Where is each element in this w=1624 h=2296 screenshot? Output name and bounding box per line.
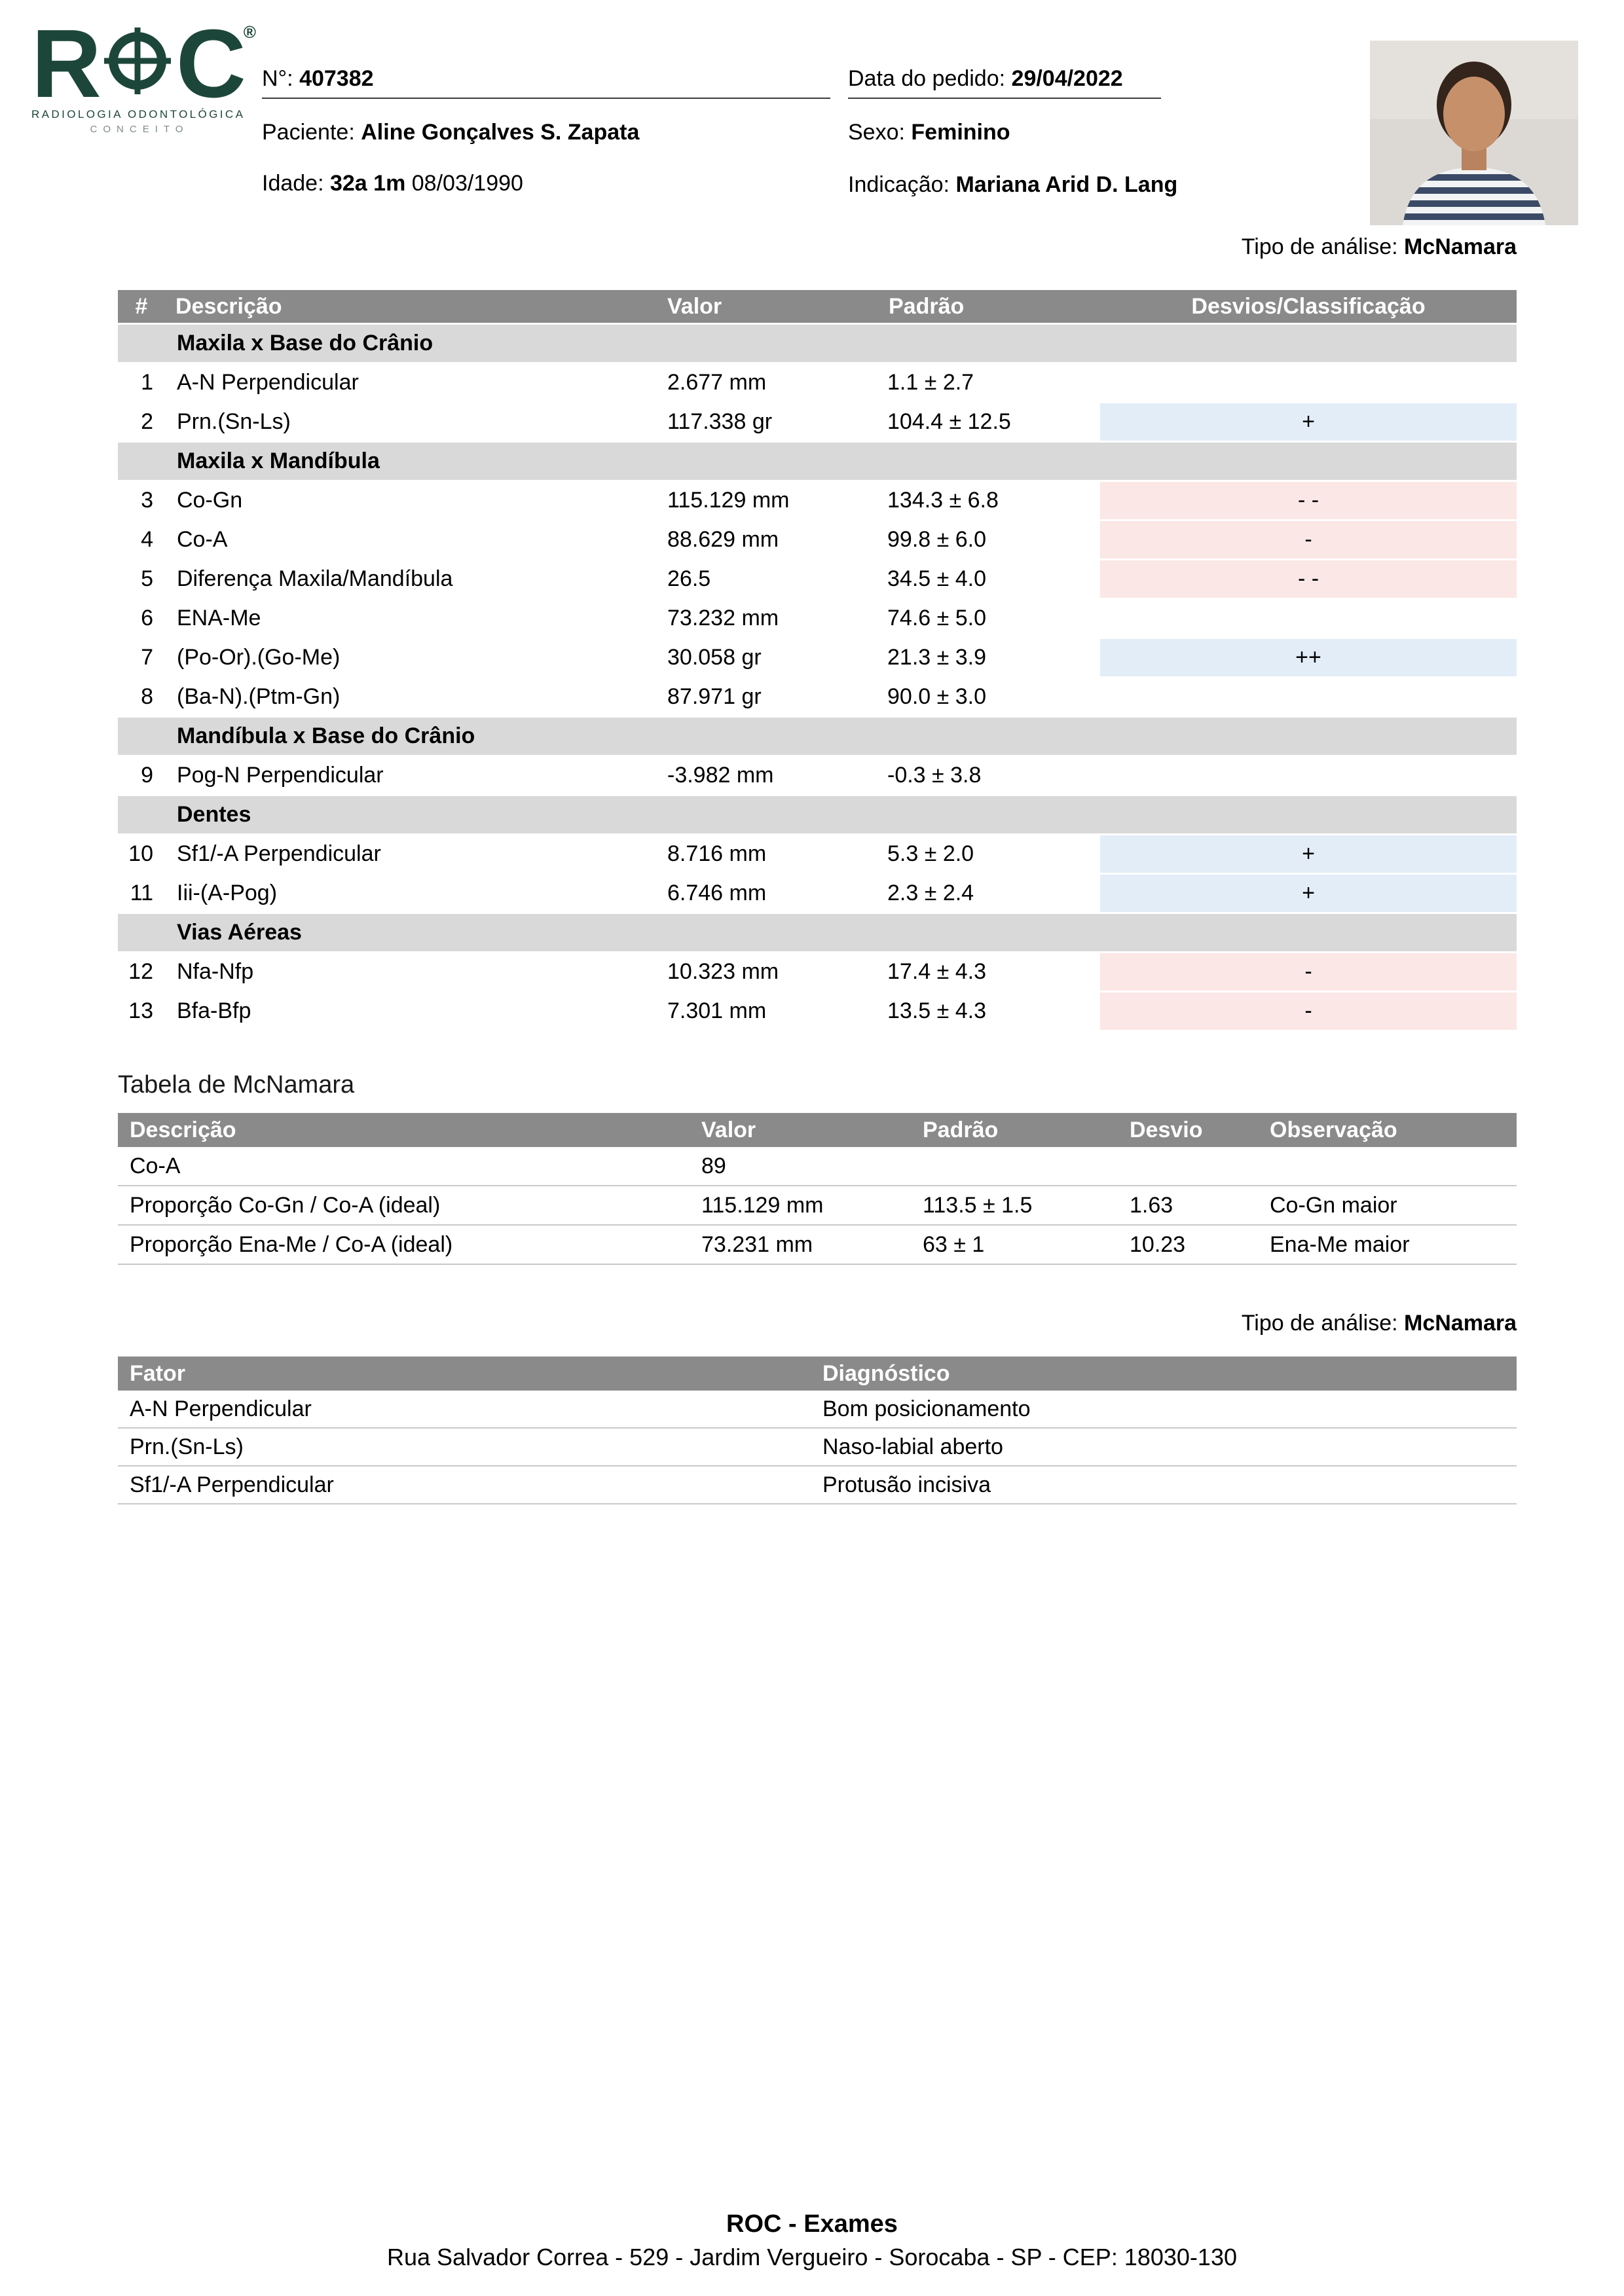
header-padrao: Padrão	[878, 290, 1100, 323]
cell-valor: -3.982 mm	[657, 757, 878, 794]
cell-desvio: 10.23	[1118, 1226, 1258, 1265]
table-row	[118, 875, 1517, 912]
idade-birthdate: 08/03/1990	[411, 171, 523, 196]
cell-valor: 8.716 mm	[657, 835, 878, 873]
cell-num: 7	[118, 639, 165, 676]
cell-padrao: 134.3 ± 6.8	[878, 482, 1100, 519]
cell-num: 5	[118, 560, 165, 598]
cell-padrao: 21.3 ± 3.9	[878, 639, 1100, 676]
cell-desvio: -	[1100, 993, 1517, 1030]
cell-padrao: 90.0 ± 3.0	[878, 678, 1100, 716]
logo-letter-c: C	[175, 9, 244, 118]
logo-subtitle: RADIOLOGIA ODONTOLÓGICA	[31, 108, 246, 120]
paciente-value: Aline Gonçalves S. Zapata	[361, 120, 640, 145]
table-section-row	[118, 914, 1517, 951]
cell-padrao: 63 ± 1	[911, 1226, 1118, 1265]
cell-num: 1	[118, 364, 165, 401]
cell-fator: Sf1/-A Perpendicular	[118, 1467, 811, 1504]
cell-desc: Diferença Maxila/Mandíbula	[165, 560, 657, 598]
table-header-row	[118, 1113, 1517, 1147]
header-descricao: Descrição	[165, 290, 657, 323]
page-footer	[0, 2210, 1624, 2271]
cell-desc: Bfa-Bfp	[165, 993, 657, 1030]
section-label: Maxila x Base do Crânio	[118, 325, 1517, 362]
cell-num: 6	[118, 600, 165, 637]
cell-desc: Proporção Ena-Me / Co-A (ideal)	[118, 1226, 690, 1265]
cell-desc: Nfa-Nfp	[165, 953, 657, 991]
header-diagnostico: Diagnóstico	[811, 1357, 1517, 1391]
table-row	[118, 1467, 1517, 1504]
analysis-type-label: Tipo de análise:	[1241, 1311, 1398, 1336]
cell-valor: 73.232 mm	[657, 600, 878, 637]
mcnamara-table-title: Tabela de McNamara	[118, 1071, 355, 1099]
cell-desc: Sf1/-A Perpendicular	[165, 835, 657, 873]
header-observacao: Observação	[1258, 1113, 1517, 1147]
table-row	[118, 1186, 1517, 1226]
cell-desc: (Po-Or).(Go-Me)	[165, 639, 657, 676]
cell-desvio	[1118, 1147, 1258, 1186]
cell-desvio: 1.63	[1118, 1186, 1258, 1226]
cell-valor: 115.129 mm	[690, 1186, 911, 1226]
footer-company: ROC - Exames	[726, 2210, 898, 2238]
cell-desvio: - -	[1100, 482, 1517, 519]
cell-num: 12	[118, 953, 165, 991]
header-valor: Valor	[657, 290, 878, 323]
sexo-label: Sexo:	[848, 120, 905, 145]
cell-num: 13	[118, 993, 165, 1030]
cell-desc: (Ba-N).(Ptm-Gn)	[165, 678, 657, 716]
footer-address: Rua Salvador Correa - 529 - Jardim Vergueiro - Sorocaba - SP - CEP: 18030-130	[387, 2244, 1237, 2270]
cell-observacao: Co-Gn maior	[1258, 1186, 1517, 1226]
sexo-value: Feminino	[911, 120, 1010, 145]
section-label: Maxila x Mandíbula	[118, 443, 1517, 480]
cell-num: 4	[118, 521, 165, 558]
header-fator: Fator	[118, 1357, 811, 1391]
table-header-row	[118, 290, 1517, 323]
header-num: #	[118, 290, 165, 323]
table-row	[118, 521, 1517, 558]
cell-valor: 2.677 mm	[657, 364, 878, 401]
cell-padrao: 5.3 ± 2.0	[878, 835, 1100, 873]
field-idade	[262, 170, 523, 196]
field-sexo	[848, 119, 1010, 145]
table-row	[118, 639, 1517, 676]
table-row	[118, 1147, 1517, 1186]
target-crosshair-icon	[103, 26, 172, 101]
cell-observacao	[1258, 1147, 1517, 1186]
logo-subtitle-2: CONCEITO	[90, 124, 189, 135]
cell-diagnostico: Protusão incisiva	[811, 1467, 1517, 1504]
data-pedido-label: Data do pedido:	[848, 66, 1006, 91]
cell-desvio: -	[1100, 953, 1517, 991]
analysis-type-line	[118, 1311, 1517, 1336]
analysis-type-line	[118, 234, 1517, 260]
table-row	[118, 1391, 1517, 1429]
cell-valor: 88.629 mm	[657, 521, 878, 558]
cell-desvio: +	[1100, 875, 1517, 912]
section-label: Dentes	[118, 796, 1517, 833]
cell-desvio: ++	[1100, 639, 1517, 676]
cell-valor: 26.5	[657, 560, 878, 598]
header-valor: Valor	[690, 1113, 911, 1147]
cell-desvio	[1100, 757, 1517, 794]
cell-num: 10	[118, 835, 165, 873]
cell-desvio: +	[1100, 403, 1517, 441]
cell-valor: 6.746 mm	[657, 875, 878, 912]
field-paciente	[262, 119, 639, 145]
idade-label: Idade:	[262, 171, 324, 196]
idade-value: 32a 1m	[329, 171, 406, 196]
table-row	[118, 403, 1517, 441]
table-section-row	[118, 718, 1517, 755]
cell-desc: Proporção Co-Gn / Co-A (ideal)	[118, 1186, 690, 1226]
numero-label: N°:	[262, 66, 293, 91]
cell-padrao: 113.5 ± 1.5	[911, 1186, 1118, 1226]
cell-desvio: -	[1100, 521, 1517, 558]
cell-padrao	[911, 1147, 1118, 1186]
table-row	[118, 678, 1517, 716]
registered-mark: ®	[243, 22, 256, 42]
cell-padrao: 1.1 ± 2.7	[878, 364, 1100, 401]
cell-desc: Pog-N Perpendicular	[165, 757, 657, 794]
cell-padrao: 74.6 ± 5.0	[878, 600, 1100, 637]
cell-padrao: -0.3 ± 3.8	[878, 757, 1100, 794]
cell-desvio	[1100, 678, 1517, 716]
cell-num: 11	[118, 875, 165, 912]
logo-letter-r: R	[31, 9, 99, 118]
cell-diagnostico: Naso-labial aberto	[811, 1429, 1517, 1467]
table-row	[118, 993, 1517, 1030]
cell-desc: ENA-Me	[165, 600, 657, 637]
indicacao-value: Mariana Arid D. Lang	[955, 172, 1178, 197]
cell-num: 9	[118, 757, 165, 794]
cell-desc: Co-A	[165, 521, 657, 558]
table-row	[118, 1226, 1517, 1265]
table-section-row	[118, 796, 1517, 833]
analysis-type-value: McNamara	[1404, 1311, 1517, 1336]
field-indicacao	[848, 172, 1177, 198]
table-row	[118, 482, 1517, 519]
table-row	[118, 835, 1517, 873]
cell-num: 8	[118, 678, 165, 716]
cell-desvio	[1100, 364, 1517, 401]
cell-valor: 73.231 mm	[690, 1226, 911, 1265]
cell-valor: 89	[690, 1147, 911, 1186]
cell-desvio: - -	[1100, 560, 1517, 598]
cell-padrao: 13.5 ± 4.3	[878, 993, 1100, 1030]
cell-fator: A-N Perpendicular	[118, 1391, 811, 1429]
mcnamara-analysis-table	[118, 288, 1517, 1032]
cell-valor: 117.338 gr	[657, 403, 878, 441]
cell-fator: Prn.(Sn-Ls)	[118, 1429, 811, 1467]
table-header-row	[118, 1357, 1517, 1391]
cell-num: 2	[118, 403, 165, 441]
cell-observacao: Ena-Me maior	[1258, 1226, 1517, 1265]
cell-padrao: 34.5 ± 4.0	[878, 560, 1100, 598]
table-row	[118, 953, 1517, 991]
cell-desc: Co-Gn	[165, 482, 657, 519]
cell-padrao: 17.4 ± 4.3	[878, 953, 1100, 991]
header-desvio: Desvio	[1118, 1113, 1258, 1147]
header-padrao: Padrão	[911, 1113, 1118, 1147]
cell-valor: 10.323 mm	[657, 953, 878, 991]
cell-valor: 7.301 mm	[657, 993, 878, 1030]
field-numero	[262, 65, 830, 99]
roc-logo	[31, 9, 256, 135]
cell-diagnostico: Bom posicionamento	[811, 1391, 1517, 1429]
table-row	[118, 600, 1517, 637]
table-row	[118, 364, 1517, 401]
diagnosis-table	[118, 1357, 1517, 1504]
cell-valor: 30.058 gr	[657, 639, 878, 676]
table-row	[118, 560, 1517, 598]
table-row	[118, 757, 1517, 794]
cell-desvio: +	[1100, 835, 1517, 873]
cell-desc: Prn.(Sn-Ls)	[165, 403, 657, 441]
data-pedido-value: 29/04/2022	[1011, 66, 1123, 91]
mcnamara-proportion-table	[118, 1113, 1517, 1265]
cell-desc: A-N Perpendicular	[165, 364, 657, 401]
table-section-row	[118, 443, 1517, 480]
cell-padrao: 2.3 ± 2.4	[878, 875, 1100, 912]
cell-desc: Iii-(A-Pog)	[165, 875, 657, 912]
patient-photo	[1370, 41, 1578, 225]
cell-padrao: 99.8 ± 6.0	[878, 521, 1100, 558]
header-desvios: Desvios/Classificação	[1100, 290, 1517, 323]
table-section-row	[118, 325, 1517, 362]
analysis-type-label: Tipo de análise:	[1241, 234, 1398, 259]
paciente-label: Paciente:	[262, 120, 355, 145]
section-label: Mandíbula x Base do Crânio	[118, 718, 1517, 755]
cell-desc: Co-A	[118, 1147, 690, 1186]
cell-padrao: 104.4 ± 12.5	[878, 403, 1100, 441]
cell-valor: 87.971 gr	[657, 678, 878, 716]
cell-num: 3	[118, 482, 165, 519]
section-label: Vias Aéreas	[118, 914, 1517, 951]
table-row	[118, 1429, 1517, 1467]
numero-value: 407382	[299, 66, 374, 91]
cell-desvio	[1100, 600, 1517, 637]
field-data-pedido	[848, 65, 1161, 99]
header-descricao: Descrição	[118, 1113, 690, 1147]
indicacao-label: Indicação:	[848, 172, 950, 197]
cell-valor: 115.129 mm	[657, 482, 878, 519]
analysis-type-value: McNamara	[1404, 234, 1517, 259]
